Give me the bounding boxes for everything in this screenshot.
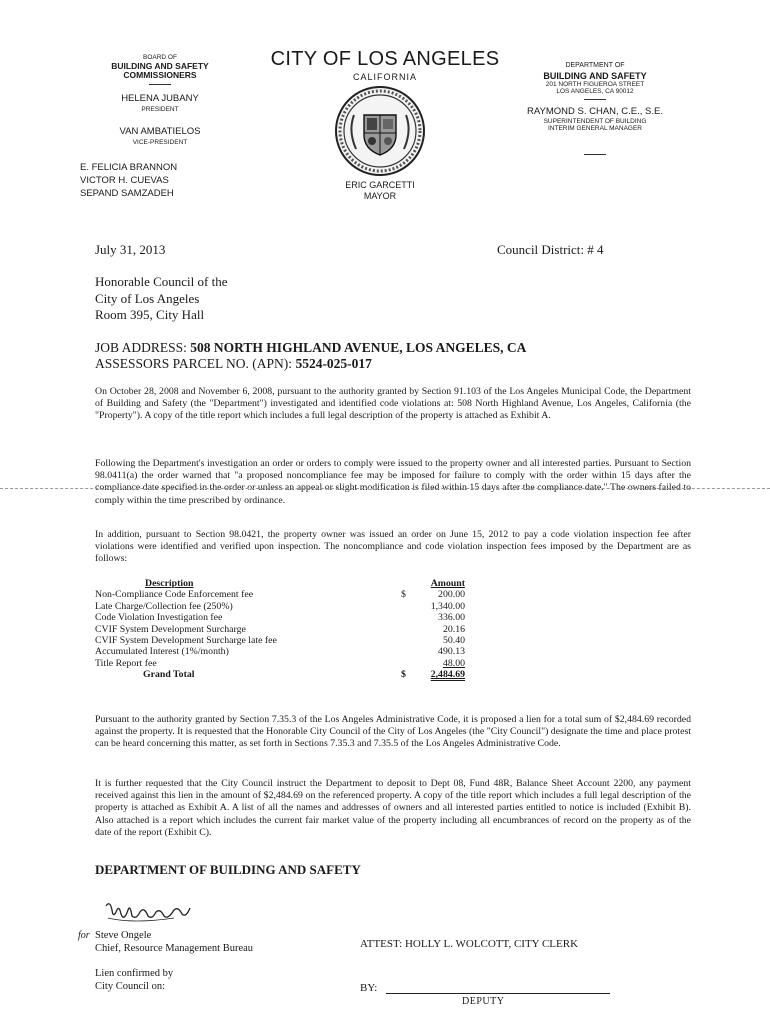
fee-row [95,658,465,669]
fee-description-header: Description [145,578,194,589]
addressee-line: Room 395, City Hall [95,307,205,322]
fee-total-label: Grand Total [143,669,195,681]
paragraph-investigation: On October 28, 2008 and November 6, 2008, pursuant to the authority granted by Section 91.103 of the Los Angeles Municipal Code, the Department of Building and Safety (the "Department") investigated and identified code violations at: 508 North Highland Avenue, Los Angeles, California (the "Property"). A copy of the title report which includes a full legal description of the property is attached as Exhibit A. [95,386,691,422]
commissioner-name: VICTOR H. CUEVAS [80,175,169,186]
board-label: BOARD OF [143,54,177,61]
job-address-label: JOB ADDRESS: [95,340,191,355]
divider [584,99,606,100]
department-address-2: LOS ANGELES, CA 90012 [556,87,634,95]
letter-date: July 31, 2013 [95,242,166,257]
addressee-block [95,274,228,324]
fee-description: Accumulated Interest (1%/month) [95,646,229,658]
for-prefix: for [78,930,90,941]
addressee-line: Honorable Council of the [95,274,228,289]
department-label: DEPARTMENT OF [565,62,625,69]
fee-row [95,612,465,623]
fee-row [95,624,465,635]
commissioner-list [60,161,260,200]
fee-description: Non-Compliance Code Enforcement fee [95,589,254,601]
superintendent-name: RAYMOND S. CHAN, C.E., S.E. [526,105,663,117]
mayor-block [300,180,460,202]
fee-amount: 1,340.00 [430,600,465,612]
lien-line: City Council on: [95,980,166,992]
fee-description: CVIF System Development Surcharge late fee [95,634,277,646]
fee-description: Title Report fee [95,657,157,669]
fee-amount: 48.00 [442,657,465,669]
manager-title: INTERIM GENERAL MANAGER [547,124,643,132]
fee-total-row [95,669,465,680]
mayor-name: ERIC GARCETTI [345,180,415,190]
fee-description: Code Violation Investigation fee [95,612,223,624]
fee-description: CVIF System Development Surcharge [95,623,246,635]
deputy-label: DEPUTY [462,996,505,1007]
fee-row [95,646,465,657]
state-name: CALIFORNIA [352,72,417,82]
divider [584,154,606,155]
department-signature-heading: DEPARTMENT OF BUILDING AND SAFETY [95,862,361,877]
lien-confirmation [95,968,173,993]
signer-name: Steve Ongele [95,930,152,941]
fee-table [95,578,465,681]
fee-amount: 50.40 [442,634,465,646]
fee-table-header [95,578,465,589]
fee-amount: 200.00 [438,589,465,601]
vice-president-name: VAN AMBATIELOS [119,126,201,137]
handwritten-signature [104,898,194,928]
signer-block [95,930,253,955]
signature-line [386,993,610,994]
commissioner-name: SEPAND SAMZADEH [80,188,174,199]
addressee-line: City of Los Angeles [95,290,200,306]
fee-amount: 336.00 [438,612,465,624]
scan-artifact-line [0,488,770,489]
attest-line: ATTEST: HOLLY L. WOLCOTT, CITY CLERK [360,938,579,950]
superintendent-title: SUPERINTENDENT OF BUILDING [543,117,647,125]
department-address-1: 201 NORTH FIGUEROA STREET [545,80,645,88]
job-address: 508 NORTH HIGHLAND AVENUE, LOS ANGELES, CA [190,340,527,355]
lien-line: Lien confirmed by [95,968,174,979]
paragraph-orders: Following the Department's investigation an order or orders to comply were issued to the property owner and all interested parties. Pursuant to Section 98.0411(a) the order warned that "a proposed noncompliance fee may be imposed for failure to comply with the order within 15 days after the compliance date specified in the order or unless an appeal or slight modification is filed within 15 days after the compliance date." The owners failed to comply within the time prescribed by ordinance. [95,458,691,506]
paragraph-inspection-fee: In addition, pursuant to Section 98.0421, the property owner was issued an order on June 15, 2012 to pay a code violation inspection fee after violations were identified and verified upon inspection. The noncompliance and code violation inspection fees imposed by the Department are as follows: [95,529,691,565]
board-title-2: COMMISSIONERS [123,70,197,80]
fee-row [95,589,465,600]
board-commissioners-block [60,53,260,200]
paragraph-deposit-instruction: It is further requested that the City Council instruct the Department to deposit to Dept 08, Fund 48R, Balance Sheet Account 2200, any payment received against this lien in the amount of $2,484.69 on the referenced property. A copy of the title report which includes a full legal description of the property is attached as Exhibit A. A list of all the names and addresses of owners and all interested parties entitled to notice is included (Exhibit B). Also attached is a report which includes the current fair market value of the property including all encumbrances of record on the property as of the date of the report (Exhibit C). [95,778,691,838]
fee-total-currency: $ [401,669,406,681]
fee-amount: 20.16 [442,623,465,635]
city-seal-icon [334,85,426,177]
apn-number: 5524-025-017 [295,356,372,371]
board-title: BUILDING AND SAFETY [111,61,209,71]
fee-row [95,601,465,612]
signer-title: Chief, Resource Management Bureau [95,942,254,954]
mayor-title: MAYOR [363,191,397,201]
job-address-block [95,340,526,372]
fee-description: Late Charge/Collection fee (250%) [95,600,233,612]
by-label: BY: [360,982,378,994]
fee-amount: 490.13 [438,646,465,658]
department-name: BUILDING AND SAFETY [543,70,647,81]
president-title: PRESIDENT [141,106,179,113]
divider [149,84,171,85]
fee-amount-header: Amount [430,578,465,589]
city-name: CITY OF LOS ANGELES [270,48,500,70]
president-name: HELENA JUBANY [121,93,199,104]
vice-president-title: VICE-PRESIDENT [132,139,188,146]
fee-row [95,635,465,646]
paragraph-lien-proposal: Pursuant to the authority granted by Section 7.35.3 of the Los Angeles Administrative Code, it is proposed a lien for a total sum of $2,484.69 recorded against the property. It is requested that the Honorable City Council of the City of Los Angeles (the "City Council") designate the time and place protest can be heard concerning this matter, as set forth in Sections 7.35.3 and 7.35.5 of the Los Angeles Administrative Code. [95,714,691,750]
council-district: Council District: # 4 [497,242,604,257]
apn-label: ASSESSORS PARCEL NO. (APN): [95,356,296,371]
commissioner-name: E. FELICIA BRANNON [80,162,178,173]
fee-total-amount: 2,484.69 [430,669,465,681]
fee-currency: $ [401,589,406,601]
department-block [510,62,680,159]
